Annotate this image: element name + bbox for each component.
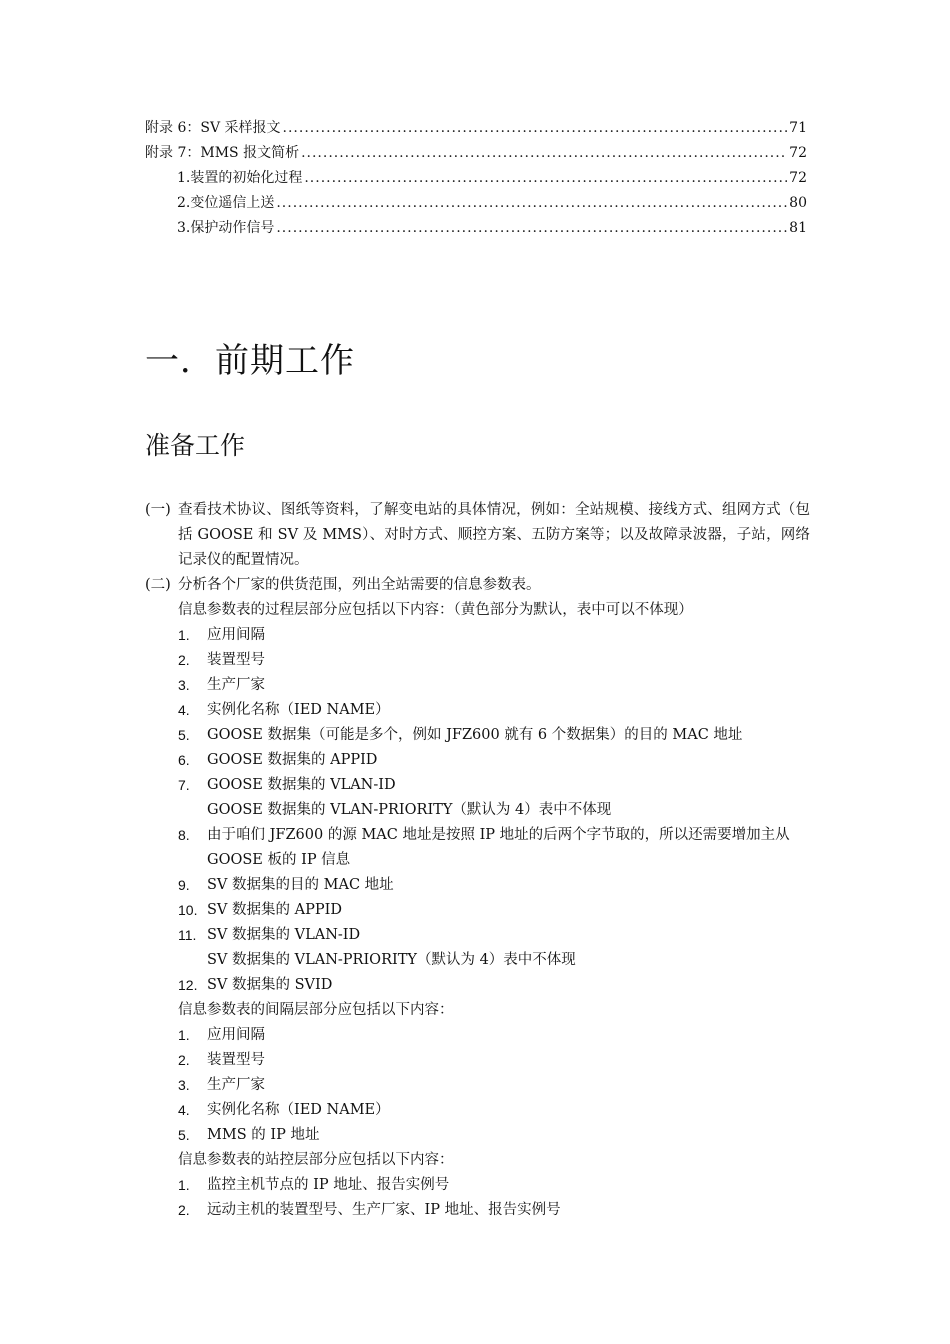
toc-entry-page: 81 [789, 220, 807, 236]
toc-entry-label: 附录 7：MMS 报文简析 [145, 145, 300, 161]
toc-entry-page: 72 [789, 170, 807, 186]
toc-leader-dots [276, 191, 787, 216]
list-item [145, 1173, 810, 1198]
toc-entry[interactable] [145, 216, 807, 241]
list-text: 应用间隔 [207, 627, 265, 643]
list-item [145, 873, 810, 898]
list-number: 9. [178, 877, 190, 893]
toc-entry[interactable] [145, 116, 807, 141]
list-text: 监控主机节点的 IP 地址、报告实例号 [207, 1177, 450, 1193]
list-text: 远动主机的装置型号、生产厂家、IP 地址、报告实例号 [207, 1202, 561, 1218]
list-text: SV 数据集的 APPID [207, 902, 342, 918]
toc-leader-dots [304, 166, 787, 191]
toc-entry-label: 附录 6：SV 采样报文 [145, 120, 281, 136]
list-text: 装置型号 [207, 1052, 265, 1068]
list-text: MMS 的 IP 地址 [207, 1127, 320, 1143]
paragraph-marker: (一) [145, 502, 171, 518]
list-item [145, 723, 810, 748]
list-item [145, 748, 810, 773]
list-subline: GOOSE 数据集的 VLAN-PRIORITY（默认为 4）表中不体现 [207, 802, 612, 818]
toc-leader-dots [283, 116, 788, 141]
paragraph-2 [145, 573, 810, 598]
list-number: 4. [178, 1102, 190, 1118]
list-item [145, 673, 810, 698]
list-item [145, 898, 810, 923]
list-item [145, 973, 810, 998]
list-text: 由于咱们 JFZ600 的源 MAC 地址是按照 IP 地址的后两个字节取的，所以还需要增加主从 GOOSE 板的 IP 信息 [207, 827, 790, 868]
list-subline: SV 数据集的 VLAN-PRIORITY（默认为 4）表中不体现 [207, 952, 576, 968]
list-text: GOOSE 数据集的 VLAN-ID [207, 777, 396, 793]
list-text: 实例化名称（IED NAME） [207, 702, 390, 718]
toc-entry-page: 80 [789, 195, 807, 211]
station-layer-intro: 信息参数表的站控层部分应包括以下内容： [178, 1152, 454, 1168]
list-item [145, 648, 810, 673]
list-text: GOOSE 数据集的 APPID [207, 752, 378, 768]
toc-entry-label: 2.变位遥信上送 [177, 195, 275, 211]
list-item [145, 1023, 810, 1048]
list-number: 1. [178, 1177, 190, 1193]
list-number: 2. [178, 1202, 190, 1218]
list-item [145, 698, 810, 723]
paragraph-marker: (二) [145, 577, 171, 593]
list-number: 11. [178, 927, 197, 943]
toc-leader-dots [276, 216, 787, 241]
list-text: SV 数据集的 SVID [207, 977, 333, 993]
list-text: 生产厂家 [207, 1077, 265, 1093]
list-number: 5. [178, 1127, 190, 1143]
toc-entry-page: 71 [789, 120, 807, 136]
toc-entry[interactable] [145, 141, 807, 166]
list-text: GOOSE 数据集（可能是多个，例如 JFZ600 就有 6 个数据集）的目的 MAC 地址 [207, 727, 743, 743]
list-text: 应用间隔 [207, 1027, 265, 1043]
list-number: 10. [178, 902, 198, 918]
list-text: SV 数据集的 VLAN-ID [207, 927, 361, 943]
list-text: 生产厂家 [207, 677, 265, 693]
list-item [145, 1123, 810, 1148]
list-number: 12. [178, 977, 198, 993]
toc-entry-label: 1.装置的初始化过程 [177, 170, 303, 186]
list-text: 实例化名称（IED NAME） [207, 1102, 390, 1118]
list-item [145, 1073, 810, 1098]
list-item [145, 773, 810, 798]
list-number: 4. [178, 702, 190, 718]
list-item [145, 623, 810, 648]
list-item [145, 1048, 810, 1073]
bay-layer-intro: 信息参数表的间隔层部分应包括以下内容： [178, 1002, 454, 1018]
toc-entry[interactable] [145, 166, 807, 191]
paragraph-text: 查看技术协议、图纸等资料，了解变电站的具体情况，例如：全站规模、接线方式、组网方式（包括 GOOSE 和 SV 及 MMS）、对时方式、顺控方案、五防方案等；以及故障录波器，子站，网络记录仪的配置情况。 [178, 502, 810, 568]
list-number: 2. [178, 652, 190, 668]
list-number: 5. [178, 727, 190, 743]
list-number: 3. [178, 677, 190, 693]
list-number: 8. [178, 827, 190, 843]
list-text: SV 数据集的目的 MAC 地址 [207, 877, 394, 893]
toc-entry[interactable] [145, 191, 807, 216]
table-of-contents [145, 116, 807, 241]
list-number: 1. [178, 1027, 190, 1043]
paragraph-text: 分析各个厂家的供货范围，列出全站需要的信息参数表。 [178, 577, 541, 593]
list-number: 1. [178, 627, 190, 643]
body-text [145, 498, 810, 1223]
list-text: 装置型号 [207, 652, 265, 668]
list-item [145, 823, 810, 873]
toc-entry-page: 72 [789, 145, 807, 161]
toc-entry-label: 3.保护动作信号 [177, 220, 275, 236]
chapter-title: 一．前期工作 [145, 341, 355, 381]
list-item [145, 923, 810, 948]
toc-leader-dots [301, 141, 787, 166]
list-number: 3. [178, 1077, 190, 1093]
section-title: 准备工作 [145, 431, 246, 460]
paragraph-1 [145, 498, 810, 573]
list-number: 7. [178, 777, 190, 793]
process-layer-intro: 信息参数表的过程层部分应包括以下内容：（黄色部分为默认，表中可以不体现） [178, 602, 693, 618]
list-item [145, 1198, 810, 1223]
list-number: 2. [178, 1052, 190, 1068]
list-item [145, 1098, 810, 1123]
list-number: 6. [178, 752, 190, 768]
